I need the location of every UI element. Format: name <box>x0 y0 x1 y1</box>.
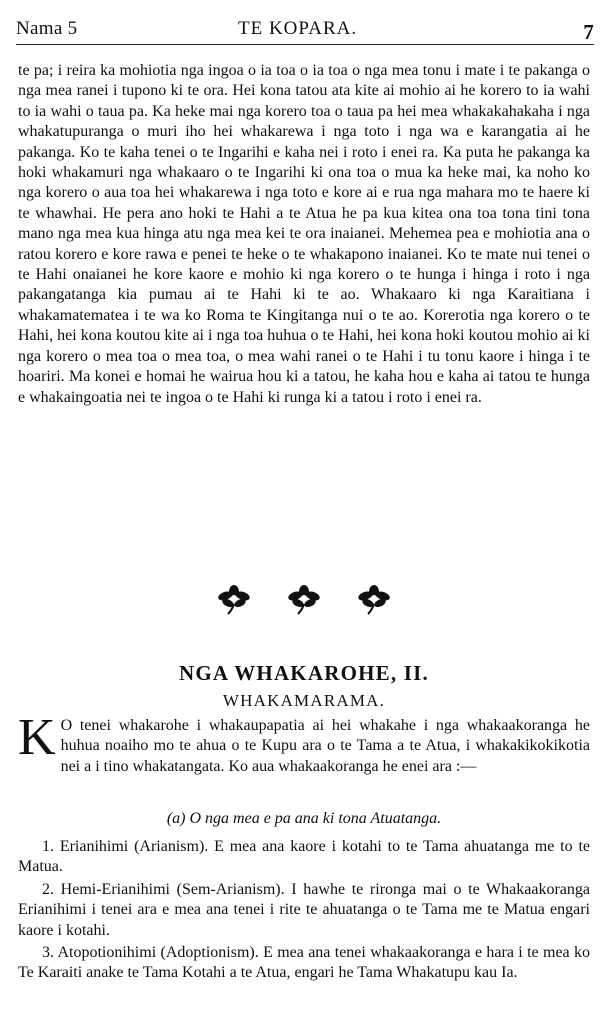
flower-ornament-icon <box>354 583 394 619</box>
issue-number: Nama 5 <box>16 18 78 39</box>
intro-text: O tenei whakarohe i whakaupapatia ai hei whakahe i nga whakaakoranga he huhua noaiho mo te ahua o te Kupu ara o te Tama a te Atua, i whakakikokikotia nei a i tino whakatangata. Ko aua whakaakoranga he enei ara :— <box>60 717 590 775</box>
drop-cap: K <box>18 709 56 766</box>
publication-title: TE KOPARA. <box>238 18 358 39</box>
ornament-row <box>0 583 608 619</box>
list-item: 3. Atopotionihimi (Adoptionism). E mea ana tenei whakaakoranga e hara i te mea ko Te Karaiti anake te Tama Kotahi a te Atua, engari he Tama Whakatupu kau Ia. <box>18 944 590 982</box>
intro-paragraph <box>18 709 590 777</box>
list-item: 1. Erianihimi (Arianism). E mea ana kaore i kotahi to te Tama ahuatanga me to te Matua. <box>18 838 590 876</box>
header-rule <box>16 44 594 45</box>
running-header <box>16 14 594 44</box>
body-paragraph: te pa; i reira ka mohiotia nga ingoa o ia toa o ia toa o nga mea tonu i mate i te pakanga o nga mea ranei i tupono ki te ora. Hei kona tatou ata kite ai mohio ai he korero to ia wahi to ia wahi o taua pa. Ka heke mai nga korero toa o taua pa hei mea whakakahakaha i nga whakatupuranga o muri iho hei whakarewa i nga toto i nga wa e karangatia ai he pakanga. Ko te kaha tenei o te Ingarihi e kaha nei i roto i enei ra. Ka puta he pakanga ka hoki whakamuri nga whakaaro o te Ingarihi ki ona toa o mua ka heke mai, ka noho ko nga korero o aua toa hei whakarewa i nga toto e kore ai e rua nga mahara mo te haere ki te whawhai. He pera ano hoki te Hahi a te Atua he pa kua kitea ona toa tona tini tona mano nga mea kua hinga atu nga mea kei te ora inaianei. Mehemea pea e mohiotia ana o ratou korero e kore rawa e penei te heke o te whakapono inaianei. Ko te mate nui tenei o te Hahi onaianei he kore kaore e mohio ki nga korero o te hunga i hinga i roto i nga pakangatanga kia pumau ai te Hahi ki te ao. Whakaaro ki nga Karaitiana i whakamatematea i te wa ko Roma te Kingitanga nui o te ao. Korerotia nga korero o te Hahi, hei kona koutou kite ai i nga toa huhua o te Hahi, hei kona hoki koutou mohio ai ki nga korero o mea toa o mea toa, o mea wahi ranei o te Hahi i tu tonu kaore i hinga i te hoariri. Ma konei e homai he wairua hou ki a tatou, he kaha hou e kaha ai tatou te hunga e whakaingoatia nei te ingoa o te Hahi ki runga ki a tatou i roto i enei ra. <box>18 62 590 406</box>
heresy-list <box>18 837 590 986</box>
flower-ornament-icon <box>214 583 254 619</box>
list-item: 2. Hemi-Erianihimi (Sem-Arianism). I hawhe te rironga mai o te Whakaakoranga Erianihimi i tenei ara e mea ana tenei i rite te ahuatanga o te Tama me te Matua engari kaore i kotahi. <box>18 880 590 939</box>
section-subtitle: WHAKAMARAMA. <box>222 691 386 710</box>
section-title: NGA WHAKAROHE, II. <box>179 661 429 685</box>
article-body <box>18 61 590 408</box>
page-number: 7 <box>583 20 594 44</box>
subheading: (a) O nga mea e pa ana ki tona Atuatanga. <box>166 810 442 827</box>
flower-ornament-icon <box>284 583 324 619</box>
